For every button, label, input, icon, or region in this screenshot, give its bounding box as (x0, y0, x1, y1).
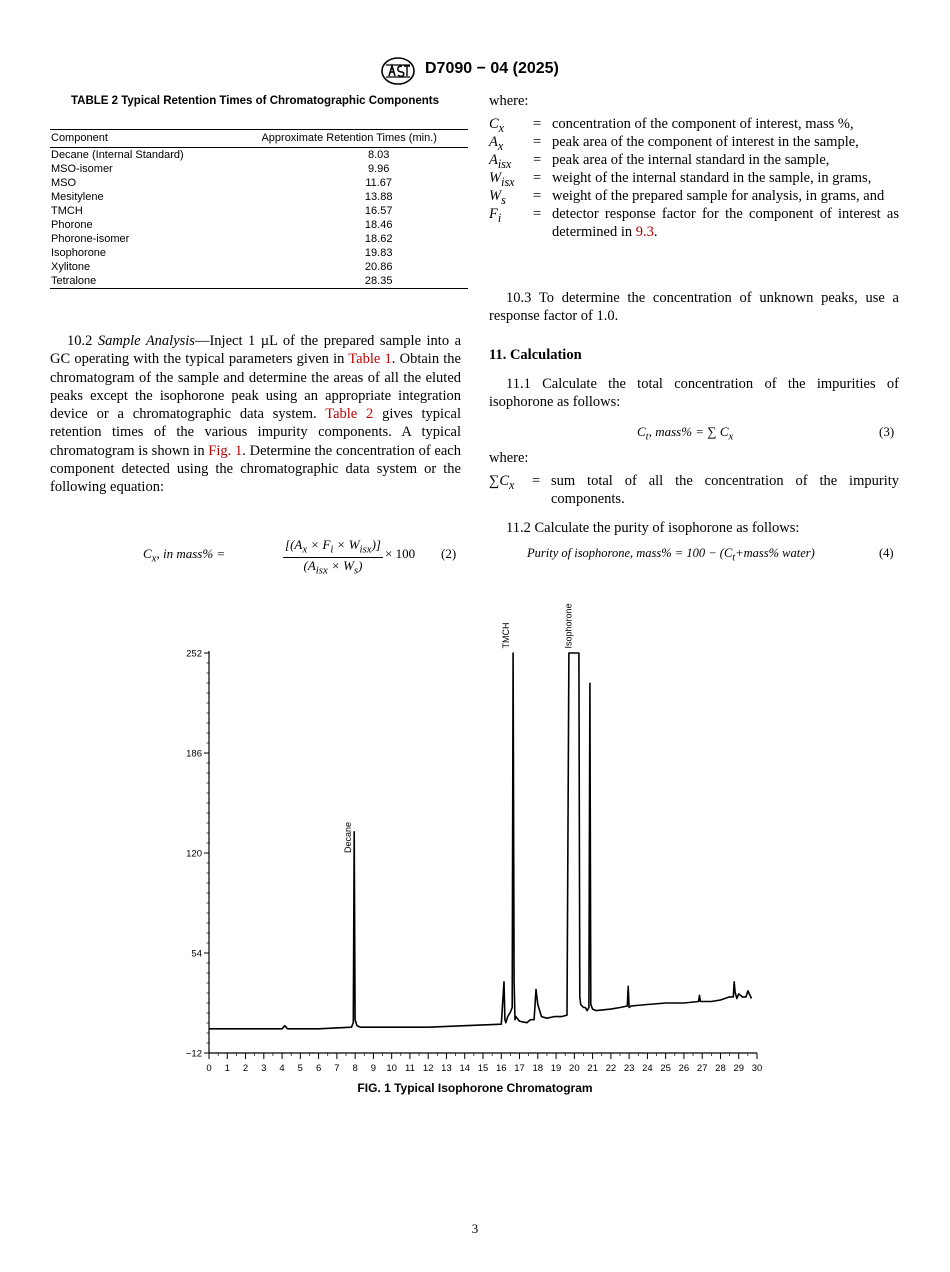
cell-component: MSO-isomer (51, 163, 113, 175)
table-row (50, 260, 468, 274)
page-header (0, 56, 950, 86)
variable-definition (552, 205, 899, 241)
sum-definition (489, 472, 899, 508)
x-tick-label: 12 (422, 1063, 434, 1074)
figure-caption: FIG. 1 Typical Isophorone Chromatogram (357, 1081, 593, 1095)
col-header-component: Component (50, 130, 230, 148)
variable-row (489, 169, 899, 187)
table-row (50, 232, 468, 246)
x-tick-label: 3 (261, 1063, 267, 1074)
x-tick-label: 25 (660, 1063, 671, 1074)
y-tick-label: 186 (186, 748, 202, 760)
link-table-2[interactable]: Table 2 (325, 406, 374, 423)
x-tick-label: 29 (733, 1063, 745, 1074)
table-row (50, 204, 468, 218)
cell-retention-time: 16.57 (364, 205, 393, 217)
para-number: 10.2 (67, 333, 93, 349)
para-text: —Inject 1 µL of the prepared sample into a GC operating with the typical parameters given in (50, 333, 462, 368)
x-tick-label: 5 (297, 1063, 303, 1074)
x-tick-label: 18 (532, 1063, 544, 1074)
table-row (50, 218, 468, 232)
eq3-number: (3) (879, 424, 895, 439)
cell-component: Decane (Internal Standard) (51, 149, 184, 161)
para-title: Sample Analysis (97, 333, 195, 349)
peak-label-tmch: TMCH (501, 622, 512, 649)
page-number: 3 (471, 1221, 479, 1236)
table-row (50, 190, 468, 204)
variable-definitions (489, 115, 899, 241)
variable-definition-text: peak area of the internal standard in the sample, (552, 152, 830, 168)
col-header-retention: Approximate Retention Times (min.) (230, 130, 468, 148)
peak-label-isophorone: Isophorone (563, 603, 574, 649)
eq2-denominator: $(A_{isx} \times W_s)$ (303, 557, 363, 577)
equation-2 (50, 537, 461, 577)
cell-retention-time: 11.67 (365, 177, 393, 189)
x-tick-label: 0 (206, 1063, 212, 1074)
cell-retention-time: 18.62 (364, 233, 393, 245)
equals-sign: = (533, 188, 542, 204)
variable-definition-text: concentration of the component of interest, mass %, (552, 116, 854, 132)
cell-retention-time: 18.46 (364, 219, 393, 231)
paragraph-11-2 (489, 519, 899, 537)
table-header-row (50, 130, 468, 148)
x-tick-label: 4 (279, 1063, 285, 1074)
equation-3 (489, 420, 899, 442)
variable-definition (552, 187, 899, 205)
sum-definition-text: sum total of all the concentration of the impurity components. (551, 473, 899, 507)
where-label: where: (489, 93, 529, 109)
document-id: D7090 − 04 (2025) (425, 60, 559, 77)
cell-retention-time: 19.83 (364, 247, 393, 259)
cell-component: TMCH (51, 205, 83, 217)
eq4-body: Purity of isophorone, mass% = $100 - (C_t+mass\%$ water) (527, 546, 815, 564)
x-tick-label: 10 (386, 1063, 397, 1074)
equals-sign: = (533, 152, 542, 168)
retention-times-table (50, 129, 468, 289)
x-tick-label: 28 (715, 1063, 726, 1074)
variable-symbol: $A_{isx}$ (489, 152, 512, 171)
variable-definition-text: weight of the internal standard in the sample, in grams, (552, 170, 872, 186)
x-tick-label: 23 (623, 1063, 635, 1074)
cell-component: Phorone (51, 219, 93, 231)
para-text: . Determine the concentration of each component detected using the chromatographic data system or the following equation: (50, 442, 461, 496)
peak-label-decane: Decane (343, 821, 354, 853)
variable-symbol: $C_x$ (489, 116, 505, 135)
variable-definition-text: detector response factor for the component of interest as determined in (552, 206, 899, 240)
variable-definition (552, 133, 899, 151)
variable-definition (552, 169, 899, 187)
x-tick-label: 22 (605, 1063, 617, 1074)
section-heading-calculation: 11. Calculation (489, 347, 582, 363)
eq4-number: (4) (879, 546, 894, 560)
variable-definition-text: peak area of the component of interest in the sample, (552, 134, 859, 150)
para-text: 10.3 To determine the concentration of unknown peaks, use a response factor of 1.0. (489, 290, 899, 325)
eq2-fraction (283, 537, 383, 576)
x-tick-label: 2 (242, 1063, 249, 1074)
cell-retention-time: 9.96 (367, 163, 390, 175)
eq2-lhs: $C_x$, in mass% = (143, 546, 226, 565)
equals-sign: = (533, 206, 542, 222)
x-tick-label: 14 (459, 1063, 471, 1074)
table-caption: TABLE 2 Typical Retention Times of Chromatographic Components (70, 95, 440, 107)
table-row (50, 148, 468, 163)
x-tick-label: 19 (550, 1063, 562, 1074)
variable-definition (552, 115, 899, 133)
variable-definition-text: weight of the prepared sample for analysis, in grams, and (552, 188, 885, 204)
chromatogram-chart (0, 580, 950, 1080)
cell-component: MSO (51, 177, 77, 189)
cell-retention-time: 28.35 (230, 274, 468, 289)
y-tick-label: 120 (186, 848, 202, 860)
eq3-body: $C_t$, mass% = ∑ $C_x$ (637, 424, 734, 443)
x-tick-label: 30 (751, 1063, 763, 1074)
x-tick-label: 16 (495, 1063, 507, 1074)
y-tick-label: −12 (185, 1048, 202, 1060)
cell-retention-time: 20.86 (364, 261, 393, 273)
equals-sign: = (533, 134, 542, 150)
variable-row (489, 151, 899, 169)
table-row (50, 162, 468, 176)
variable-symbol: $W_s$ (489, 188, 506, 207)
cell-retention-time: 13.88 (364, 191, 393, 203)
x-tick-label: 26 (678, 1063, 690, 1074)
y-tick-label: 252 (186, 648, 202, 660)
para-text: gives typical retention times of the various impurity components. A typical chromatogram is shown in (50, 406, 461, 459)
paragraph-11-1 (489, 375, 899, 412)
x-tick-label: 20 (569, 1063, 580, 1074)
variable-row (489, 205, 899, 241)
paragraph-10-2 (50, 332, 461, 497)
y-tick-label: 54 (191, 948, 202, 960)
variable-row (489, 115, 899, 133)
x-tick-label: 27 (696, 1063, 708, 1074)
variable-symbol: $F_i$ (489, 206, 502, 225)
equals-sign: = (532, 473, 541, 489)
para-text: . Obtain the chromatogram of the sample and determine the areas of all the eluted peaks except the isophorone peak using an appropriate integration device or a chromatographic data system. (50, 351, 461, 423)
variable-definition (552, 151, 899, 169)
link-table-1[interactable]: Table 1 (348, 351, 392, 368)
cell-component: Tetralone (50, 274, 230, 289)
x-tick-label: 17 (514, 1063, 525, 1074)
sum-symbol: $\sum C_x$ (489, 473, 515, 492)
variable-symbol: $A_x$ (489, 134, 504, 153)
x-tick-label: 9 (370, 1063, 377, 1074)
cell-retention-time: 8.03 (367, 149, 390, 161)
eq2-multiplier: × 100 (385, 546, 416, 561)
cell-component: Isophorone (51, 247, 107, 259)
cell-component: Phorone-isomer (51, 233, 130, 245)
variable-row (489, 133, 899, 151)
table-row (50, 176, 468, 190)
x-tick-label: 6 (315, 1063, 322, 1074)
x-tick-label: 7 (334, 1063, 340, 1074)
variable-row (489, 187, 899, 205)
cell-component: Mesitylene (51, 191, 104, 203)
para-text: 11.1 Calculate the total concentration of the impurities of isophorone as follows: (489, 376, 899, 411)
x-tick-label: 1 (224, 1063, 230, 1074)
chromatogram-trace (209, 653, 752, 1029)
eq2-number: (2) (441, 546, 457, 561)
eq2-numerator: $[(A_x \times F_i \times W_{isx})]$ (283, 537, 383, 558)
x-tick-label: 24 (642, 1063, 653, 1074)
x-tick-label: 15 (477, 1063, 489, 1074)
equals-sign: = (533, 116, 542, 132)
x-tick-label: 13 (441, 1063, 452, 1074)
link-fig-1[interactable]: Fig. 1 (208, 442, 243, 459)
cell-component: Xylitone (51, 261, 91, 273)
x-tick-label: 11 (404, 1063, 415, 1074)
x-tick-label: 8 (352, 1063, 358, 1074)
table-row (50, 246, 468, 260)
paragraph-10-3 (489, 289, 899, 326)
x-tick-label: 21 (587, 1063, 598, 1074)
para-text: 11.2 Calculate the purity of isophorone as follows: (506, 520, 800, 536)
equals-sign: = (533, 170, 542, 186)
astm-logo (380, 56, 416, 86)
where-label-2: where: (489, 450, 529, 466)
link-section-9-3[interactable]: 9.3 (635, 224, 654, 240)
variable-definition-tail: . (653, 224, 658, 240)
variable-symbol: $W_{isx}$ (489, 170, 515, 189)
table-row (50, 274, 468, 289)
